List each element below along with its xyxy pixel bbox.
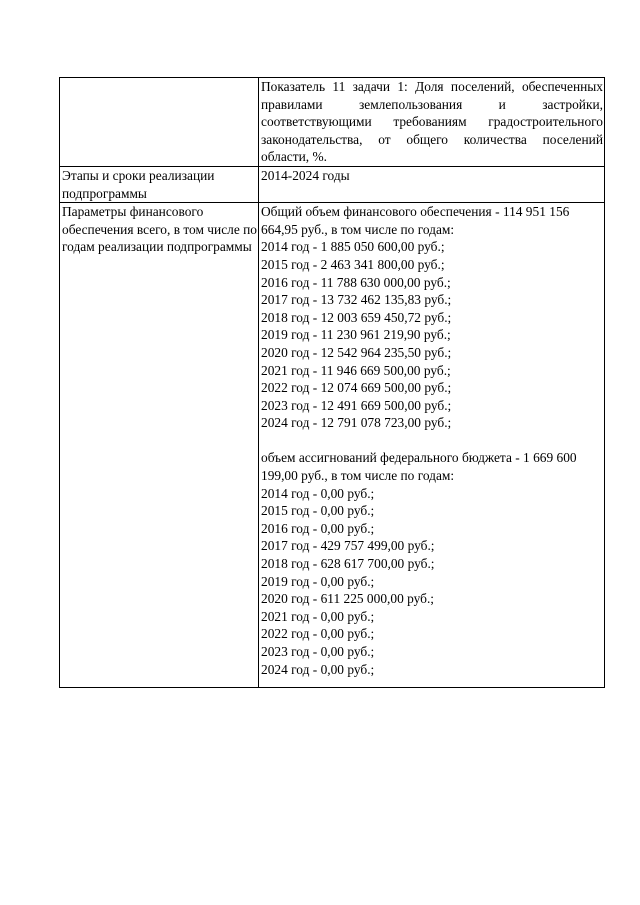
total-year-line: 2020 год - 12 542 964 235,50 руб.; xyxy=(261,344,452,360)
table-row xyxy=(60,203,605,688)
total-year-line: 2023 год - 12 491 669 500,00 руб.; xyxy=(261,397,452,413)
total-year-line: 2021 год - 11 946 669 500,00 руб.; xyxy=(261,362,451,378)
federal-year-line: 2024 год - 0,00 руб.; xyxy=(261,661,375,677)
total-year-line: 2022 год - 12 074 669 500,00 руб.; xyxy=(261,380,452,396)
federal-year-line: 2022 год - 0,00 руб.; xyxy=(261,626,375,642)
financing-label: Параметры финансового обеспечения всего, в том числе по годам реализации подпрограммы xyxy=(60,203,259,688)
stages-period: 2014-2024 годы xyxy=(259,166,605,202)
federal-year-line: 2023 год - 0,00 руб.; xyxy=(261,644,375,659)
row-label xyxy=(60,78,259,167)
total-year-line: 2024 год - 12 791 078 723,00 руб.; xyxy=(261,415,452,431)
indicator-11-text: Показатель 11 задачи 1: Доля поселений, обеспеченных правилами землепользования и застройки, соответствующими требованиям градостроительного законодательства, от общего количества поселений области, %. xyxy=(259,78,605,167)
total-year-line: 2018 год - 12 003 659 450,72 руб.; xyxy=(261,309,452,325)
table-row xyxy=(60,78,605,167)
subprogram-passport-table xyxy=(59,77,605,688)
stages-label: Этапы и сроки реализации подпрограммы xyxy=(60,166,259,202)
federal-year-line: 2020 год - 611 225 000,00 руб.; xyxy=(261,591,435,607)
paragraph-gap xyxy=(261,432,603,450)
total-year-line: 2019 год - 11 230 961 219,90 руб.; xyxy=(261,327,451,343)
financing-content xyxy=(259,203,605,688)
federal-year-line: 2019 год - 0,00 руб.; xyxy=(261,573,375,589)
federal-year-line: 2016 год - 0,00 руб.; xyxy=(261,520,375,536)
total-year-line: 2014 год - 1 885 050 600,00 руб.; xyxy=(261,239,445,255)
total-year-line: 2015 год - 2 463 341 800,00 руб.; xyxy=(261,256,445,272)
federal-year-line: 2014 год - 0,00 руб.; xyxy=(261,485,375,501)
total-year-line: 2016 год - 11 788 630 000,00 руб.; xyxy=(261,274,451,290)
total-financing-header: Общий объем финансового обеспечения - 114 951 156 664,95 руб., в том числе по годам: xyxy=(261,204,570,237)
federal-year-line: 2021 год - 0,00 руб.; xyxy=(261,608,375,624)
federal-year-line: 2017 год - 429 757 499,00 руб.; xyxy=(261,538,435,554)
table-row xyxy=(60,166,605,202)
federal-budget-header: объем ассигнований федерального бюджета - 1 669 600 199,00 руб., в том числе по годам: xyxy=(261,450,577,484)
total-year-line: 2017 год - 13 732 462 135,83 руб.; xyxy=(261,292,452,308)
federal-year-line: 2018 год - 628 617 700,00 руб.; xyxy=(261,556,435,572)
federal-year-line: 2015 год - 0,00 руб.; xyxy=(261,503,375,519)
